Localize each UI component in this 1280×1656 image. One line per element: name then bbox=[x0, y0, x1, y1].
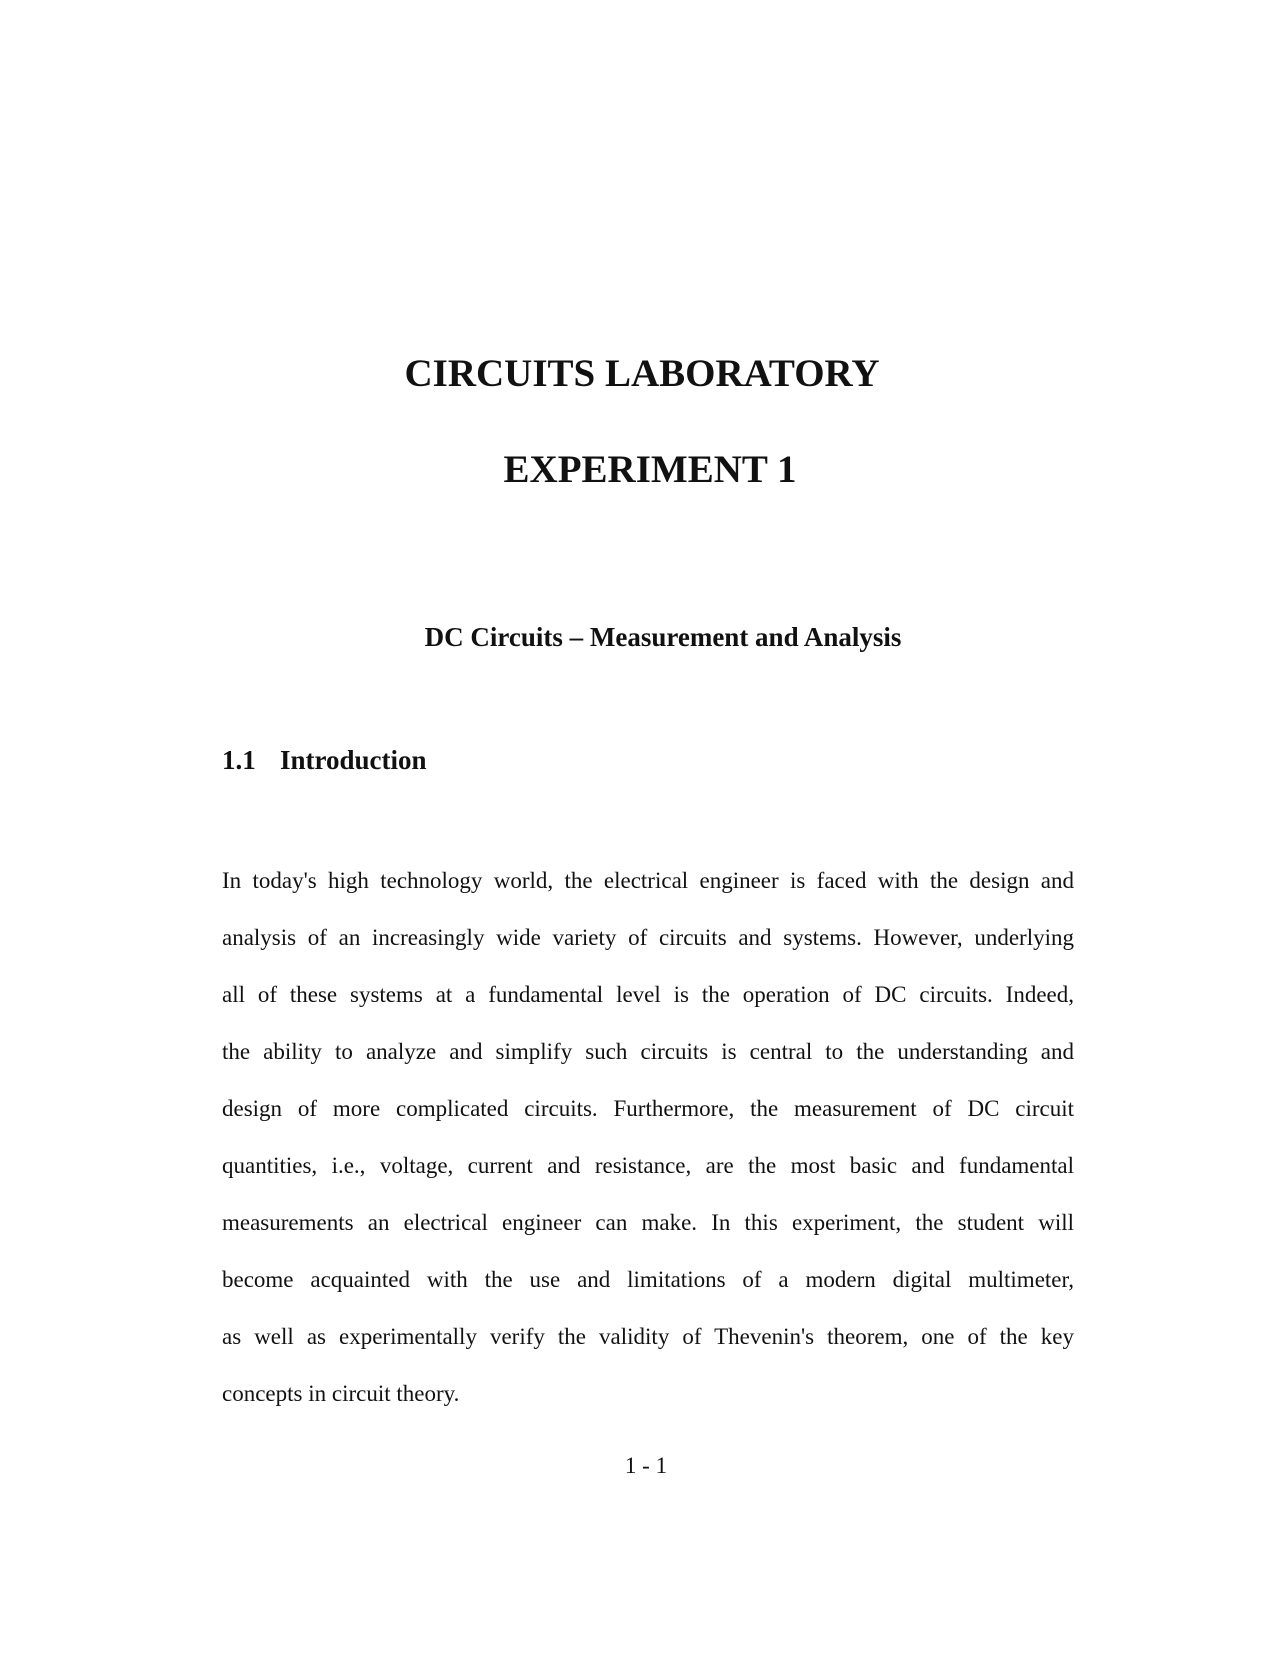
section-title: Introduction bbox=[280, 745, 427, 775]
paragraph-line: measurements an electrical engineer can make. In this experiment, the student will bbox=[222, 1210, 1074, 1235]
paragraph-line: the ability to analyze and simplify such circuits is central to the understanding and bbox=[222, 1039, 1074, 1064]
introduction-paragraph bbox=[222, 868, 1074, 1438]
paragraph-line: concepts in circuit theory. bbox=[222, 1381, 460, 1406]
paragraph-line: quantities, i.e., voltage, current and resistance, are the most basic and fundamental bbox=[222, 1153, 1074, 1178]
document-title: CIRCUITS LABORATORY bbox=[404, 352, 880, 395]
experiment-subtitle: DC Circuits – Measurement and Analysis bbox=[424, 622, 902, 652]
paragraph-line: become acquainted with the use and limitations of a modern digital multimeter, bbox=[222, 1267, 1074, 1292]
paragraph-line: analysis of an increasingly wide variety of circuits and systems. However, underlying bbox=[222, 925, 1074, 950]
paragraph-line: design of more complicated circuits. Furthermore, the measurement of DC circuit bbox=[222, 1096, 1074, 1121]
experiment-title: EXPERIMENT 1 bbox=[503, 448, 797, 491]
paragraph-line: all of these systems at a fundamental level is the operation of DC circuits. Indeed, bbox=[222, 982, 1074, 1007]
page-number: 1 - 1 bbox=[624, 1453, 668, 1478]
section-number: 1.1 bbox=[222, 745, 256, 775]
section-heading bbox=[222, 744, 427, 776]
paragraph-line: as well as experimentally verify the validity of Thevenin's theorem, one of the key bbox=[222, 1324, 1074, 1349]
paragraph-line: In today's high technology world, the electrical engineer is faced with the design and bbox=[222, 868, 1074, 893]
